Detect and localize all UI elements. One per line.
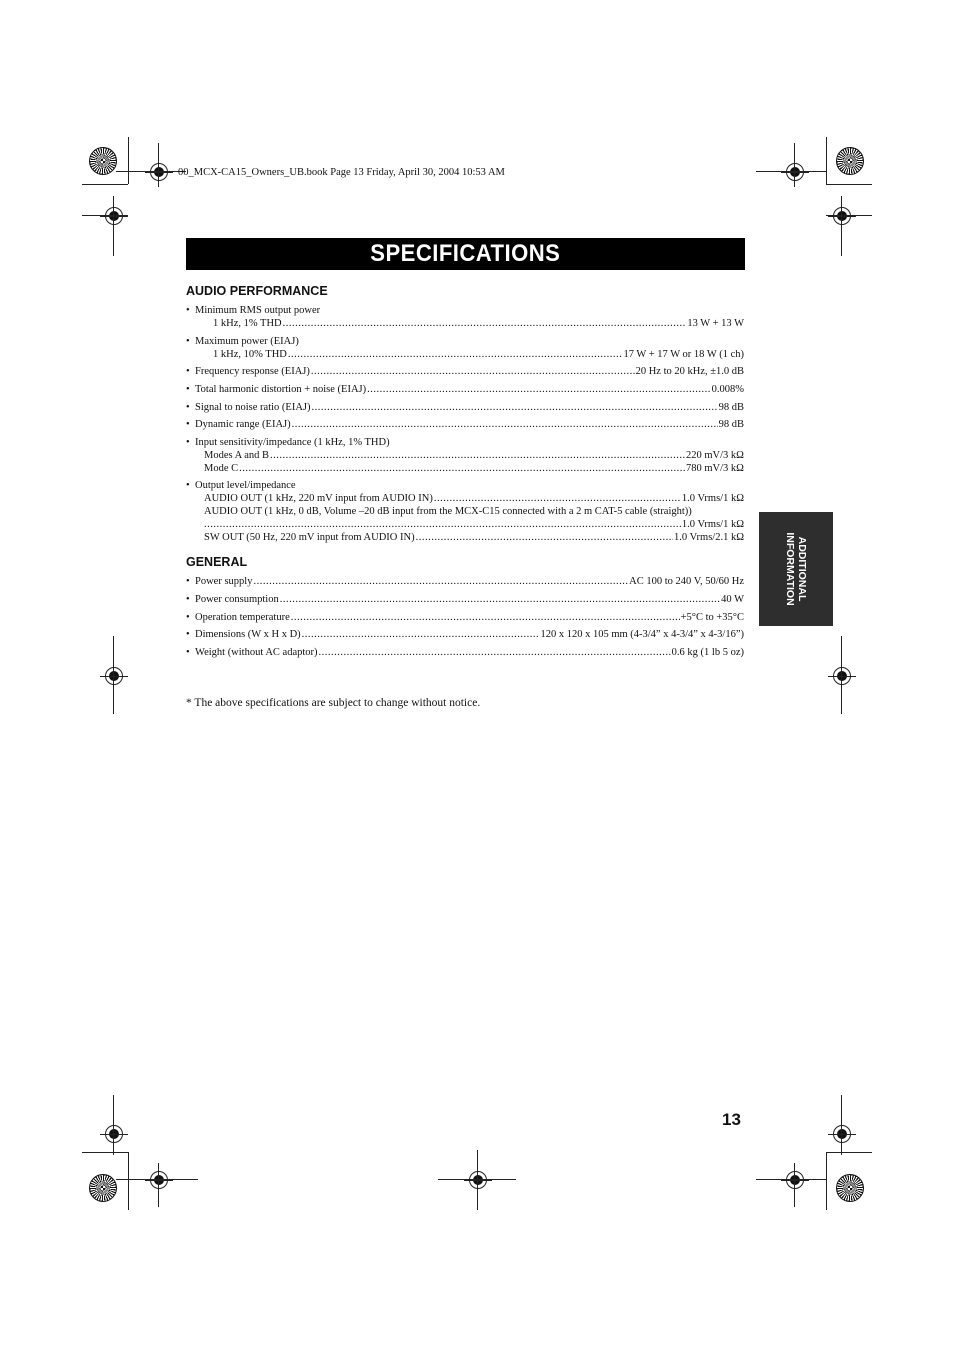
spec-sublabel: AUDIO OUT (1 kHz, 0 dB, Volume –20 dB input from the MCX-C15 connected with a 2 m CAT-5 cable (straight)): [204, 506, 692, 517]
spec-value: 17 W + 17 W or 18 W (1 ch): [623, 349, 744, 360]
dot-leader: [302, 628, 540, 641]
spec-value: 220 mV/3 kΩ: [686, 450, 744, 461]
spec-value: 1.0 Vrms/1 kΩ: [681, 519, 744, 530]
registration-target-icon: [150, 1171, 168, 1189]
registration-star-icon: [836, 1174, 864, 1202]
registration-target-icon: [105, 667, 123, 685]
registration-star-icon: [89, 1174, 117, 1202]
spec-power-supply: • Power supply ..... AC 100 to 240 V, 50/60 Hz: [186, 575, 744, 588]
spec-sublabel: 1 kHz, 10% THD: [213, 349, 287, 360]
spec-value: 780 mV/3 kΩ: [686, 463, 744, 474]
spec-power-consumption: • Power consumption ..... 40 W: [186, 593, 744, 606]
dot-leader: [270, 449, 685, 462]
side-tab-line: ADDITIONAL: [796, 536, 808, 602]
dot-leader: [280, 593, 720, 606]
spec-min-rms-power: • Minimum RMS output power 1 kHz, 1% THD ..... 13 W + 13 W: [186, 304, 744, 330]
spec-value: +5°C to +35°C: [680, 612, 744, 623]
registration-star-icon: [836, 147, 864, 175]
spec-value: 0.008%: [711, 384, 744, 395]
file-info-header: 00_MCX-CA15_Owners_UB.book Page 13 Friday, April 30, 2004 10:53 AM: [178, 167, 505, 178]
spec-value: 120 x 120 x 105 mm (4-3/4” x 4-3/4” x 4-3/16”): [540, 629, 744, 640]
registration-target-icon: [150, 163, 168, 181]
dot-leader: [311, 401, 717, 414]
spec-label: Operation temperature: [195, 612, 290, 623]
registration-target-icon: [105, 1125, 123, 1143]
registration-target-icon: [469, 1171, 487, 1189]
spec-signal-to-noise: • Signal to noise ratio (EIAJ) ..... 98 dB: [186, 401, 744, 414]
registration-target-icon: [786, 163, 804, 181]
spec-label: Power consumption: [195, 594, 279, 605]
spec-max-power: • Maximum power (EIAJ) 1 kHz, 10% THD ..... 17 W + 17 W or 18 W (1 ch): [186, 335, 744, 361]
spec-value: 1.0 Vrms/2.1 kΩ: [674, 532, 744, 543]
registration-target-icon: [833, 1125, 851, 1143]
spec-operation-temperature: • Operation temperature ..... +5°C to +35°C: [186, 611, 744, 624]
dot-leader: [311, 365, 635, 378]
spec-dimensions: • Dimensions (W x H x D) ..... 120 x 120 x 105 mm (4-3/4” x 4-3/4” x 4-3/16”): [186, 628, 744, 641]
spec-value: 98 dB: [718, 419, 744, 430]
spec-label: Dimensions (W x H x D): [195, 629, 301, 640]
spec-value: 13 W + 13 W: [687, 318, 744, 329]
side-tab-line: INFORMATION: [784, 532, 796, 606]
dot-leader: [204, 518, 681, 531]
section-heading-general: GENERAL: [186, 555, 248, 569]
spec-value: 20 Hz to 20 kHz, ±1.0 dB: [635, 366, 744, 377]
footnote: * The above specifications are subject to change without notice.: [186, 697, 481, 709]
spec-frequency-response: • Frequency response (EIAJ) ..... 20 Hz to 20 kHz, ±1.0 dB: [186, 365, 744, 378]
spec-value: 98 dB: [718, 402, 744, 413]
spec-label: Power supply: [195, 576, 253, 587]
spec-sublabel: 1 kHz, 1% THD: [213, 318, 282, 329]
spec-label: Weight (without AC adaptor): [195, 647, 318, 658]
spec-label: Input sensitivity/impedance (1 kHz, 1% THD): [195, 437, 390, 448]
spec-label: Total harmonic distortion + noise (EIAJ): [195, 384, 367, 395]
registration-target-icon: [833, 667, 851, 685]
dot-leader: [416, 531, 673, 544]
spec-label: Dynamic range (EIAJ): [195, 419, 291, 430]
spec-value: 40 W: [721, 594, 744, 605]
spec-label: Maximum power (EIAJ): [195, 336, 299, 347]
spec-sublabel: Mode C: [204, 463, 239, 474]
registration-star-icon: [89, 147, 117, 175]
dot-leader: [291, 611, 680, 624]
registration-target-icon: [833, 207, 851, 225]
page-title-bar: [186, 238, 745, 270]
spec-weight: • Weight (without AC adaptor) ..... 0.6 kg (1 lb 5 oz): [186, 646, 744, 659]
spec-value: 1.0 Vrms/1 kΩ: [681, 493, 744, 504]
spec-sublabel: SW OUT (50 Hz, 220 mV input from AUDIO IN): [204, 532, 415, 543]
section-heading-audio-performance: AUDIO PERFORMANCE: [186, 284, 328, 298]
spec-label: Minimum RMS output power: [195, 305, 321, 316]
spec-sublabel: Modes A and B: [204, 450, 270, 461]
spec-value: 0.6 kg (1 lb 5 oz): [671, 647, 744, 658]
spec-dynamic-range: • Dynamic range (EIAJ) ..... 98 dB: [186, 418, 744, 431]
side-tab-label: [784, 532, 808, 605]
spec-label: Signal to noise ratio (EIAJ): [195, 402, 311, 413]
dot-leader: [239, 462, 685, 475]
spec-label: Output level/impedance: [195, 480, 296, 491]
page-title: SPECIFICATIONS: [370, 240, 561, 267]
dot-leader: [288, 348, 623, 361]
dot-leader: [253, 575, 628, 588]
section-side-tab: [759, 512, 833, 626]
registration-target-icon: [786, 1171, 804, 1189]
dot-leader: [434, 492, 681, 505]
registration-target-icon: [105, 207, 123, 225]
dot-leader: [292, 418, 718, 431]
page-number: 13: [722, 1110, 741, 1129]
spec-output-level: • Output level/impedance AUDIO OUT (1 kHz, 220 mV input from AUDIO IN) ..... 1.0 Vrms/1 kΩ AUDIO OUT (1 kHz, 0 dB, Volume –20 dB input from the MCX-C15 connected with a 2 m CAT-5 cable (straight)) ..... 1.0 Vrms/1 kΩ SW OUT (50 Hz, 220 mV input from AUDIO IN) ..... 1.0 Vrms/2.1 kΩ: [186, 479, 744, 544]
spec-value: AC 100 to 240 V, 50/60 Hz: [629, 576, 744, 587]
dot-leader: [367, 383, 711, 396]
spec-input-sensitivity: • Input sensitivity/impedance (1 kHz, 1% THD) Modes A and B ..... 220 mV/3 kΩ Mode C ..... 780 mV/3 kΩ: [186, 436, 744, 475]
dot-leader: [319, 646, 671, 659]
spec-label: Frequency response (EIAJ): [195, 366, 310, 377]
dot-leader: [283, 317, 687, 330]
spec-thd-noise: • Total harmonic distortion + noise (EIAJ) ..... 0.008%: [186, 383, 744, 396]
spec-sublabel: AUDIO OUT (1 kHz, 220 mV input from AUDIO IN): [204, 493, 433, 504]
